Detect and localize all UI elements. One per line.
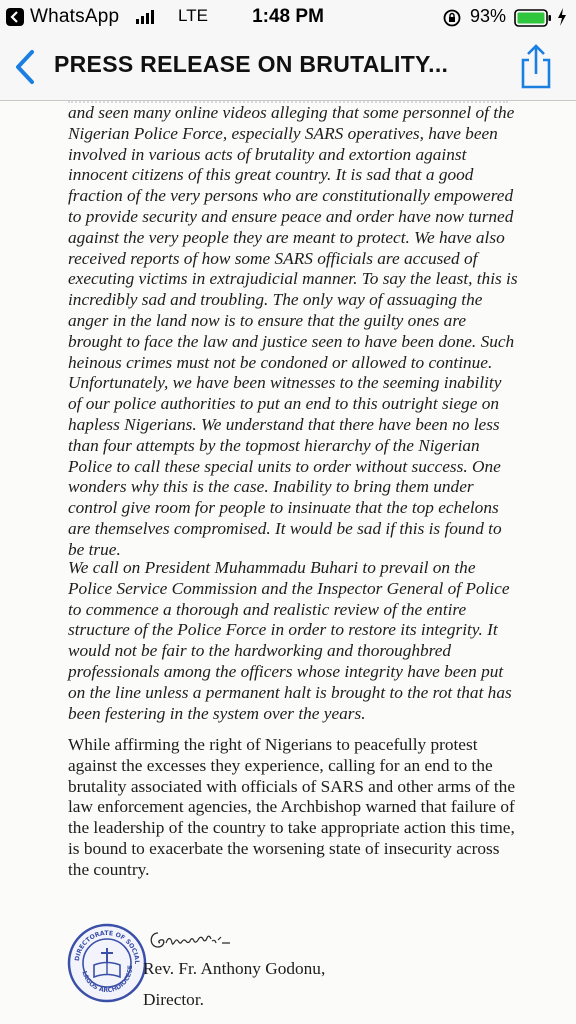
signer-name: Rev. Fr. Anthony Godonu, [143, 959, 326, 978]
battery-icon [514, 9, 552, 33]
carrier-label: LTE [178, 6, 208, 25]
share-icon [516, 44, 556, 90]
charging-bolt-icon [556, 7, 568, 33]
share-button[interactable] [516, 44, 556, 90]
signal-strength-icon [136, 10, 154, 24]
back-app-label: WhatsApp [30, 6, 120, 27]
page-title: PRESS RELEASE ON BRUTALITY... [54, 51, 449, 77]
rotation-lock-icon [442, 8, 462, 34]
handwritten-signature [146, 927, 236, 953]
paragraph-3: While affirming the right of Nigerians to peacefully protest against the excesses they experience, calling for an end to the brutality associated with officials of SARS and other arms of the law enforcement agencies, the Archbishop warned that failure of the leadership of the country to take appropriate action this time, is bound to exacerbate the worsening state of insecurity across the country. [68, 735, 515, 879]
document-viewer[interactable] [0, 101, 576, 1024]
status-bar [0, 0, 576, 34]
back-chevron-icon [6, 8, 24, 26]
paragraph-1: and seen many online videos alleging that some personnel of the Nigerian Police Force, especially SARS operatives, have been involved in various acts of brutality and extortion against innocent citizens of this great country. It is sad that a good fraction of the very persons who are constitutionally empowered to provide security and ensure peace and order have now turned against the very people they are meant to protect. We have also received reports of how some SARS officials are accused of executing victims in extrajudicial manner. To say the least, this is incredibly sad and troubling. The only way of assuaging the anger in the land now is to ensure that the guilty ones are brought to face the law and justice seen to have been done. Such heinous crimes must not be condoned or allowed to continue. Unfortunately, we have been witnesses to the seeming inability of our police authorities to put an end to this outright siege on hapless Nigerians. We understand that there have been no less than four attempts by the topmost hierarchy of the Nigerian Police to call these special units to order without success. One wonders why this is the case. Inability to bring them under control give room for people to insinuate that the top echelons are themselves compromised. It would be sad if this is found to be true. [68, 103, 518, 559]
navigation-bar [0, 34, 576, 101]
paragraph-2: We call on President Muhammadu Buhari to prevail on the Police Service Commission and the Inspector General of Police to commence a thorough and realistic review of the entire structure of the Police Force in order to restore its integrity. It would not be fair to the hardworking and thoroughbred professionals among the officers whose integrity have been put on the line unless a permanent halt is brought to the rot that has been festering in the system over the years. [68, 558, 512, 723]
back-to-app[interactable] [6, 6, 119, 28]
battery-percent: 93% [470, 6, 507, 26]
clock: 1:48 PM [252, 6, 324, 27]
svg-text:DIRECTORATE OF SOCIAL COMM.: DIRECTORATE OF SOCIAL [73, 929, 141, 965]
back-button[interactable] [10, 48, 42, 86]
signer-title: Director. [143, 990, 204, 1009]
svg-text:LAGOS ARCHDIOCESE: LAGOS ARCHDIOCESE [80, 965, 135, 995]
chevron-left-icon [10, 48, 42, 86]
directorate-seal [66, 922, 148, 1004]
